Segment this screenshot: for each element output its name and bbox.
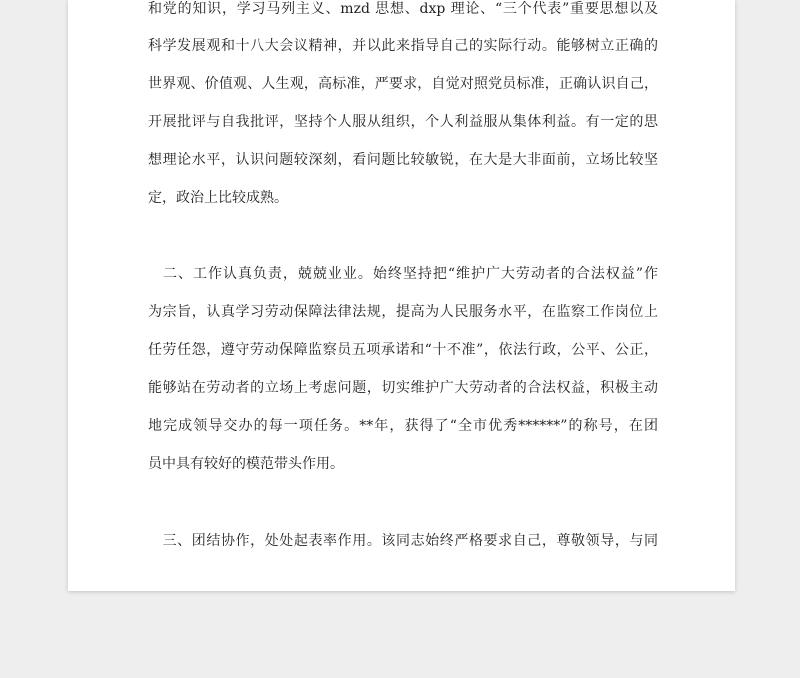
- paragraph-1-line-3: 世界观、价值观、人生观，高标准，严要求，自觉对照党员标准，正确认识自己，: [148, 76, 658, 92]
- paragraph-2-line-6: 员中具有较好的模范带头作用。: [148, 456, 344, 472]
- paragraph-1-line-4: 开展批评与自我批评，坚持个人服从组织，个人利益服从集体利益。有一定的思: [148, 114, 658, 130]
- paragraph-2-line-3: 任劳任怨，遵守劳动保障监察员五项承诺和“十不准”，依法行政，公平、公正，: [148, 342, 658, 358]
- paragraph-1-line-6: 定，政治上比较成熟。: [148, 190, 288, 206]
- paragraph-2-line-5: 地完成领导交办的每一项任务。**年，获得了“全市优秀******”的称号，在团: [148, 418, 658, 434]
- paragraph-1-line-2: 科学发展观和十八大会议精神，并以此来指导自己的实际行动。能够树立正确的: [148, 38, 658, 54]
- paragraph-1-line-1: 和党的知识，学习马列主义、mzd 思想、dxp 理论、“三个代表”重要思想以及: [148, 1, 658, 17]
- paragraph-3-line-1: 三、团结协作，处处起表率作用。该同志始终严格要求自己，尊敬领导，与同: [148, 533, 658, 549]
- paragraph-2-line-1: 二、工作认真负责，兢兢业业。始终坚持把“维护广大劳动者的合法权益”作: [148, 266, 658, 282]
- document-page: [68, 0, 735, 591]
- paragraph-1-line-5: 想理论水平，认识问题较深刻，看问题比较敏锐，在大是大非面前，立场比较坚: [148, 152, 658, 168]
- paragraph-2-line-2: 为宗旨，认真学习劳动保障法律法规，提高为人民服务水平，在监察工作岗位上: [148, 304, 658, 320]
- paragraph-2-line-4: 能够站在劳动者的立场上考虑问题，切实维护广大劳动者的合法权益，积极主动: [148, 380, 658, 396]
